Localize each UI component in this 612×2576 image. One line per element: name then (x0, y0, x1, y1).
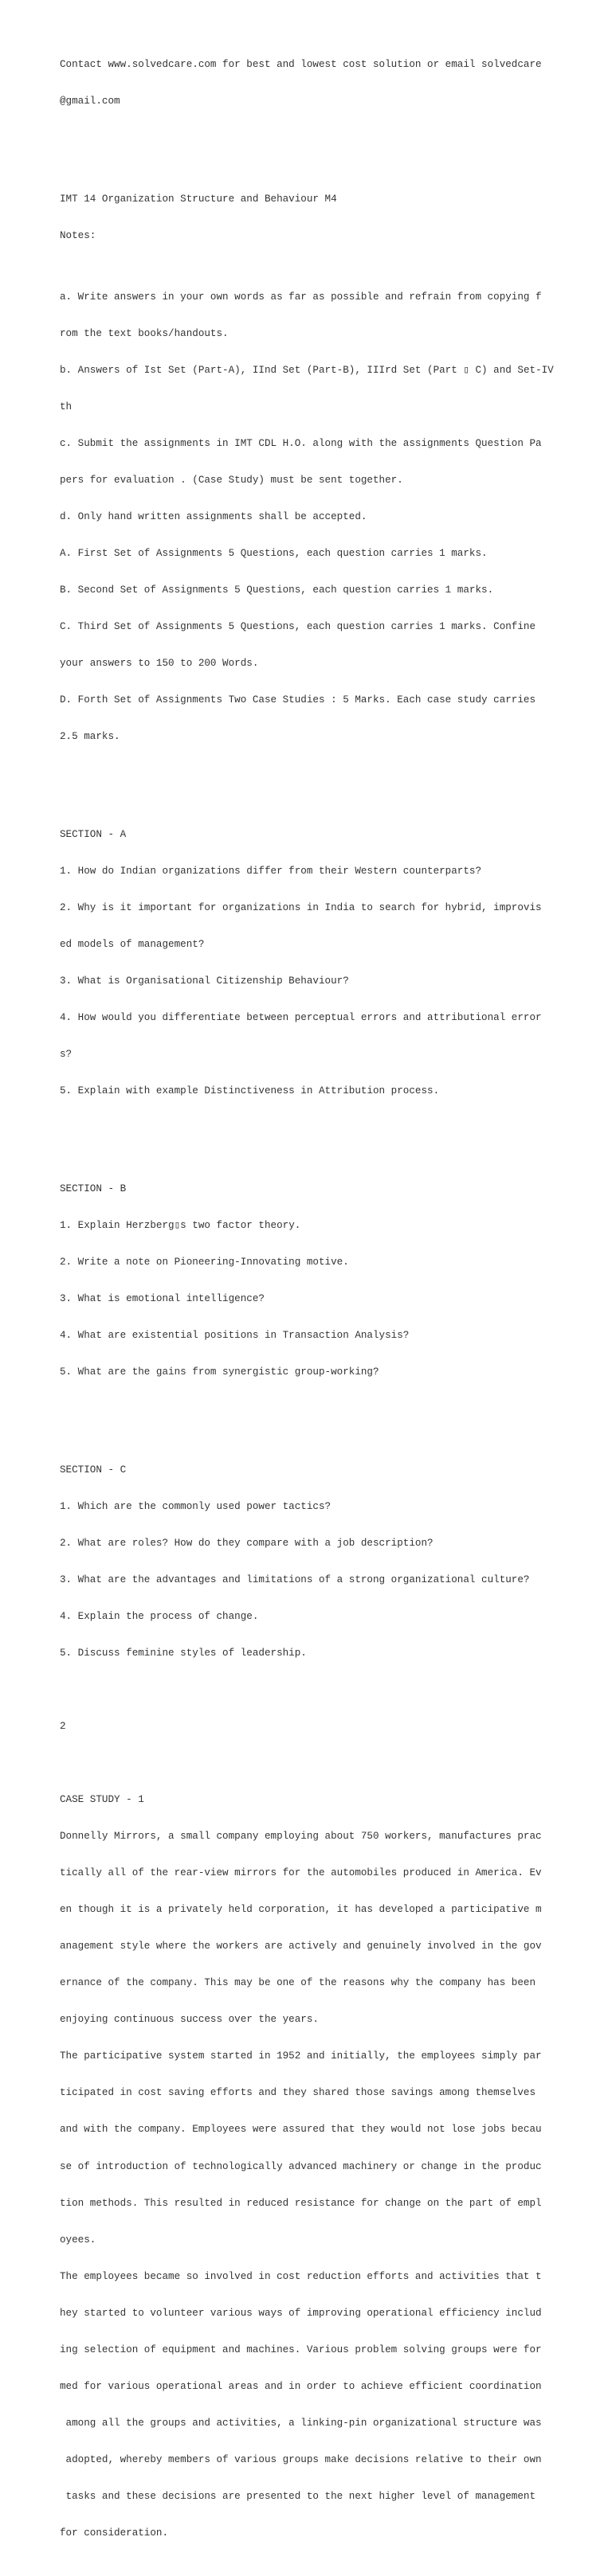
paragraph-line: ernance of the company. This may be one of the reasons why the company has been (60, 1977, 536, 1989)
case-study-heading: CASE STUDY - 1 (60, 1794, 144, 1806)
note-line: D. Forth Set of Assignments Two Case Studies : 5 Marks. Each case study carries (60, 694, 536, 706)
question-line: 5. What are the gains from synergistic group-working? (60, 1366, 379, 1378)
section-c (60, 1440, 570, 1684)
question-line: 2. What are roles? How do they compare with a job description? (60, 1537, 434, 1549)
note-line: A. First Set of Assignments 5 Questions, each question carries 1 marks. (60, 548, 488, 560)
section-b (60, 1159, 570, 1403)
note-line: C. Third Set of Assignments 5 Questions, each question carries 1 marks. Confine (60, 621, 536, 633)
header-line: Contact www.solvedcare.com for best and lowest cost solution or email solvedcare (60, 59, 542, 71)
spacer (60, 157, 570, 169)
question-line: 2. Write a note on Pioneering-Innovating motive. (60, 1257, 349, 1268)
note-line: pers for evaluation . (Case Study) must be sent together. (60, 475, 403, 487)
note-line: b. Answers of Ist Set (Part-A), IInd Set (Part-B), IIIrd Set (Part ▯ C) and Set-IV (60, 364, 554, 376)
question-line: 1. Explain Herzberg▯s two factor theory. (60, 1220, 301, 1232)
note-line: c. Submit the assignments in IMT CDL H.O. along with the assignments Question Pa (60, 438, 542, 450)
question-line: 4. What are existential positions in Transaction Analysis? (60, 1330, 410, 1342)
note-line: rom the text books/handouts. (60, 327, 229, 339)
note-line: B. Second Set of Assignments 5 Questions, each question carries 1 marks. (60, 584, 494, 596)
header-block (60, 35, 570, 133)
paragraph-line: oyees. (60, 2234, 96, 2246)
question-line: 3. What are the advantages and limitations of a strong organizational culture? (60, 1574, 530, 1585)
paragraph-line: med for various operational areas and in order to achieve efficient coordination (60, 2380, 542, 2392)
document-title: IMT 14 Organization Structure and Behaviour M4 (60, 193, 337, 205)
paragraph-line: and with the company. Employees were assured that they would not lose jobs becau (60, 2124, 542, 2136)
question-line: s? (60, 1049, 73, 1061)
question-line: 3. What is Organisational Citizenship Behaviour? (60, 975, 349, 987)
page-number: 2 (60, 1721, 66, 1733)
document-page (60, 10, 570, 2576)
paragraph-line: tically all of the rear-view mirrors for the automobiles produced in America. Ev (60, 1867, 542, 1879)
paragraph-line: Donnelly Mirrors, a small company employing about 750 workers, manufactures prac (60, 1831, 542, 1843)
paragraph-line: ticipated in cost saving efforts and they shared those savings among themselves (60, 2087, 536, 2099)
paragraph-line: hey started to volunteer various ways of improving operational efficiency includ (60, 2307, 542, 2319)
case-study (60, 1770, 570, 2564)
question-line: ed models of management? (60, 939, 205, 951)
note-line: 2.5 marks. (60, 731, 120, 743)
paragraph-line: for consideration. (60, 2527, 169, 2539)
question-line: 3. What is emotional intelligence? (60, 1293, 265, 1305)
header-line: @gmail.com (60, 96, 120, 107)
section-heading: SECTION - A (60, 829, 127, 841)
question-line: 1. Which are the commonly used power tactics? (60, 1500, 332, 1512)
paragraph-line: enjoying continuous success over the years. (60, 2014, 319, 2026)
notes-list (60, 267, 570, 768)
paragraph-line: adopted, whereby members of various groups make decisions relative to their own (60, 2453, 542, 2465)
paragraph-line: tion methods. This resulted in reduced resistance for change on the part of empl (60, 2197, 542, 2209)
note-line: d. Only hand written assignments shall be accepted. (60, 511, 367, 523)
paragraph-line: anagement style where the workers are actively and genuinely involved in the gov (60, 1941, 542, 1953)
question-line: 4. How would you differentiate between perceptual errors and attributional error (60, 1012, 542, 1024)
paragraph-line: ing selection of equipment and machines. Various problem solving groups were for (60, 2343, 542, 2355)
paragraph-line: among all the groups and activities, a linking-pin organizational structure was (60, 2417, 542, 2429)
note-line: th (60, 401, 73, 412)
paragraph-line: en though it is a privately held corporation, it has developed a participative m (60, 1904, 542, 1916)
paragraph-line: tasks and these decisions are presented to the next higher level of management (60, 2490, 536, 2502)
paragraph-line: The participative system started in 1952 and initially, the employees simply par (60, 2050, 542, 2062)
note-line: a. Write answers in your own words as far as possible and refrain from copying f (60, 291, 542, 303)
section-heading: SECTION - B (60, 1183, 127, 1194)
question-line: 5. Explain with example Distinctiveness in Attribution process. (60, 1085, 440, 1097)
section-heading: SECTION - C (60, 1464, 127, 1476)
notes-label: Notes: (60, 230, 96, 242)
paragraph-line: The employees became so involved in cost reduction efforts and activities that t (60, 2270, 542, 2282)
paragraph-line: se of introduction of technologically advanced machinery or change in the produc (60, 2160, 542, 2172)
question-line: 5. Discuss feminine styles of leadership. (60, 1648, 307, 1659)
question-line: 4. Explain the process of change. (60, 1611, 259, 1623)
section-a (60, 804, 570, 1122)
question-line: 1. How do Indian organizations differ from their Western counterparts? (60, 866, 482, 878)
question-line: 2. Why is it important for organizations in India to search for hybrid, improvis (60, 902, 542, 914)
note-line: your answers to 150 to 200 Words. (60, 658, 259, 670)
